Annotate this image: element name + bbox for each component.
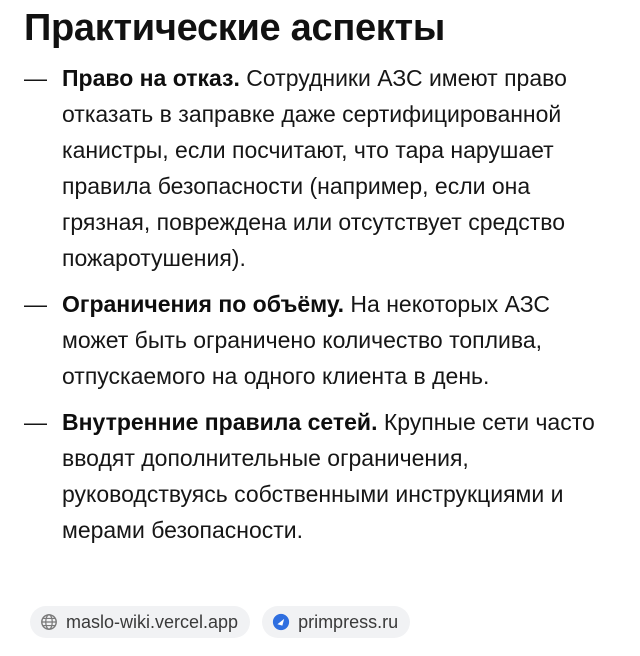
list-dash: — xyxy=(24,291,47,317)
item-lead: Ограничения по объёму. xyxy=(62,291,345,317)
item-text: Сотрудники АЗС имеют право отказать в заправке даже сертифицированной канистры, если посчитают, что тара нарушает правила безопасности (например, если она грязная, повреждена или отсутствует средство пожаротушения). xyxy=(62,65,567,271)
list-item-network-rules xyxy=(24,404,616,548)
item-lead: Право на отказ. xyxy=(62,65,240,91)
item-text: Крупные сети часто вводят дополнительные ограничения, руководствуясь собственными инструкциями и мерами безопасности. xyxy=(62,409,595,543)
globe-icon xyxy=(40,613,58,631)
item-text: На некоторых АЗС может быть ограничено количество топлива, отпускаемого на одного клиента в день. xyxy=(62,291,550,389)
source-label: maslo-wiki.vercel.app xyxy=(66,612,239,632)
source-chip-primpress[interactable] xyxy=(262,606,410,638)
list-item-refusal xyxy=(24,60,616,276)
aspects-list xyxy=(24,60,616,548)
section-title: Практические аспекты xyxy=(24,7,445,49)
source-chips xyxy=(30,606,410,638)
source-chip-maslo-wiki[interactable] xyxy=(30,606,250,638)
source-label: primpress.ru xyxy=(298,612,399,632)
primpress-logo-icon xyxy=(272,613,290,631)
list-dash: — xyxy=(24,65,47,91)
list-dash: — xyxy=(24,409,47,435)
list-item-volume-limits xyxy=(24,286,616,394)
item-lead: Внутренние правила сетей. xyxy=(62,409,378,435)
